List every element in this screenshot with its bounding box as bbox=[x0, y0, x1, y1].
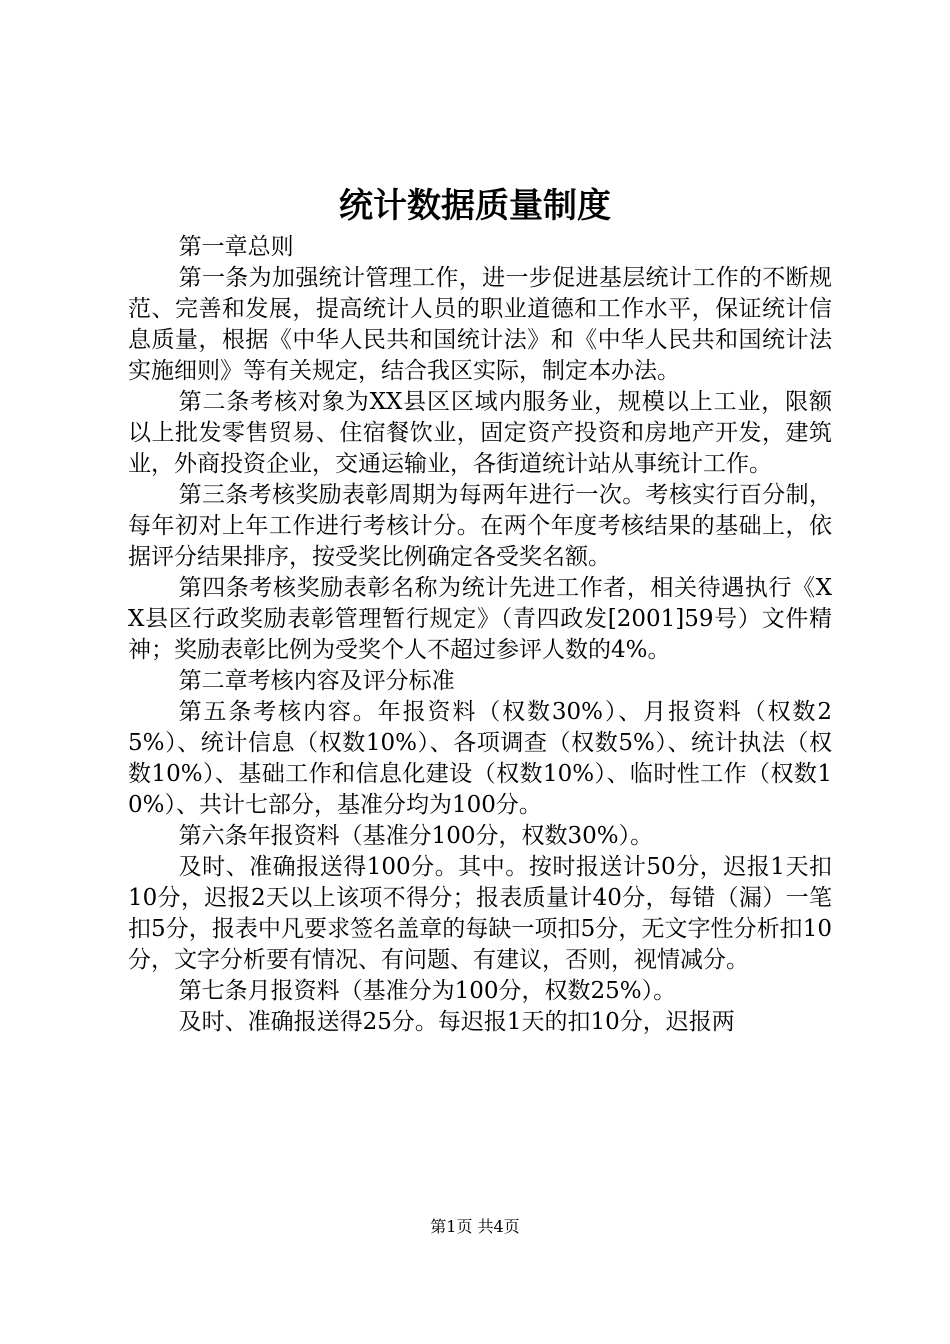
document-body bbox=[128, 232, 832, 1038]
article-paragraph: 第六条年报资料（基准分100分，权数30%）。 bbox=[178, 823, 654, 849]
article-paragraph: 及时、准确报送得100分。其中。按时报送计50分，迟报1天扣10分，迟报2天以上该项不得分；报表质量计40分，每错（漏）一笔扣5分，报表中凡要求签名盖章的每缺一项扣5分，无文字性分析扣10分，文字分析要有情况、有问题、有建议，否则，视情减分。 bbox=[128, 854, 832, 973]
article-paragraph: 第四条考核奖励表彰名称为统计先进工作者，相关待遇执行《XX县区行政奖励表彰管理暂行规定》（青四政发[2001]59号）文件精神；奖励表彰比例为受奖个人不超过参评人数的4%。 bbox=[128, 575, 832, 663]
chapter-heading: 第一章总则 bbox=[178, 234, 294, 260]
page-number-footer: 第1页 共4页 bbox=[430, 1217, 520, 1236]
article-paragraph: 第三条考核奖励表彰周期为每两年进行一次。考核实行百分制，每年初对上年工作进行考核计分。在两个年度考核结果的基础上，依据评分结果排序，按受奖比例确定各受奖名额。 bbox=[128, 482, 832, 570]
article-paragraph: 第七条月报资料（基准分为100分，权数25%）。 bbox=[178, 978, 677, 1004]
article-paragraph: 第五条考核内容。年报资料（权数30%）、月报资料（权数25%）、统计信息（权数10%）、各项调查（权数5%）、统计执法（权数10%）、基础工作和信息化建设（权数10%）、临时性工作（权数10%）、共计七部分，基准分均为100分。 bbox=[128, 699, 832, 818]
document-title: 统计数据质量制度 bbox=[339, 186, 611, 226]
article-paragraph: 及时、准确报送得25分。每迟报1天的扣10分，迟报两 bbox=[178, 1009, 735, 1035]
article-paragraph: 第二条考核对象为XX县区区域内服务业，规模以上工业，限额以上批发零售贸易、住宿餐饮业，固定资产投资和房地产开发，建筑业，外商投资企业，交通运输业，各街道统计站从事统计工作。 bbox=[128, 389, 832, 477]
chapter-heading: 第二章考核内容及评分标准 bbox=[178, 668, 455, 694]
article-paragraph: 第一条为加强统计管理工作，进一步促进基层统计工作的不断规范、完善和发展，提高统计人员的职业道德和工作水平，保证统计信息质量，根据《中华人民共和国统计法》和《中华人民共和国统计法实施细则》等有关规定，结合我区实际，制定本办法。 bbox=[128, 265, 832, 384]
